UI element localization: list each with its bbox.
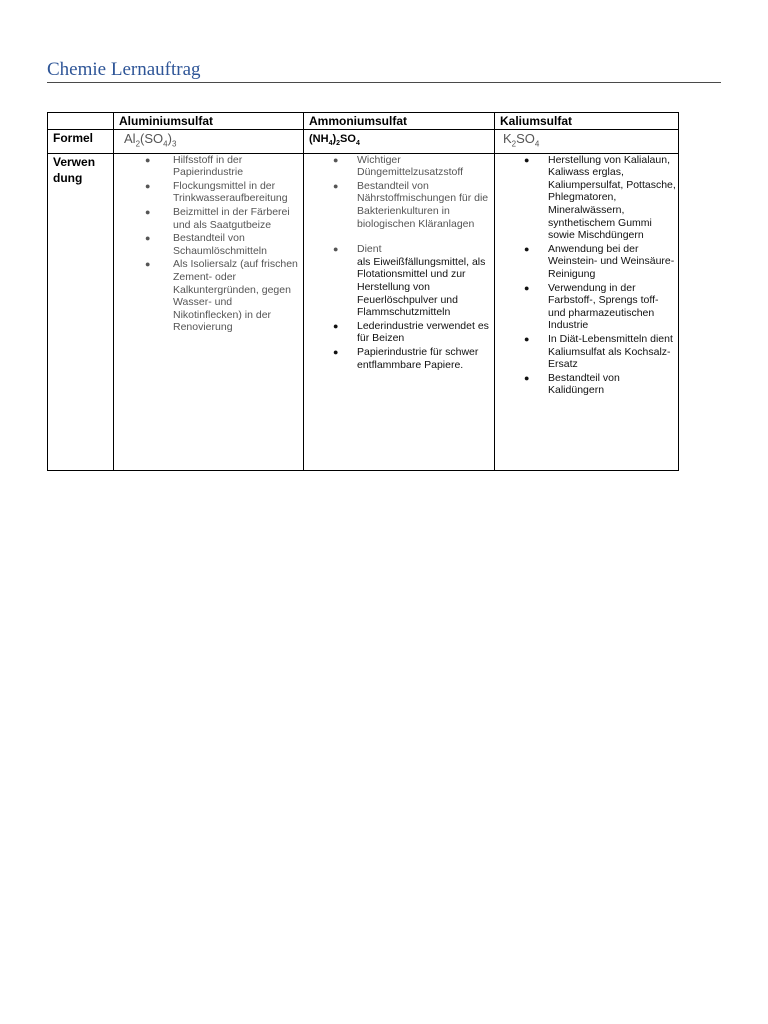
- list-item: [500, 282, 678, 332]
- list-item-text: Bestandteil von Schaumlöschmitteln: [173, 232, 267, 257]
- usage-list-kaliumsulfat: [500, 154, 678, 397]
- bullet-icon: ●: [524, 333, 530, 344]
- list-item-text: Papierindustrie für schwer entflammbare Papiere.: [357, 345, 479, 371]
- list-item-text: Verwendung in der Farbstoff-, Sprengs toff- und pharmazeutischen Industrie: [548, 281, 659, 332]
- formula-part: SO: [516, 131, 535, 146]
- formula-subscript: 2: [336, 140, 341, 148]
- formula-part: SO: [340, 133, 356, 145]
- list-item: [119, 206, 303, 231]
- formula-subscript: 4: [328, 140, 333, 148]
- formula-part: (SO: [140, 131, 164, 146]
- usage-list-ammoniumsulfat: [309, 154, 494, 372]
- list-item-text-continuation: als Eiweißfällungsmittel, als Flotationsmittel und zur Herstellung von Feuerlöschpulver und Flammschutzmitteln: [357, 255, 486, 319]
- bullet-icon: ●: [145, 180, 151, 191]
- formula-subscript: 4: [534, 139, 540, 149]
- list-item: [309, 346, 494, 371]
- bullet-icon: ●: [333, 180, 339, 191]
- formula-part: (NH: [309, 133, 329, 145]
- header-empty-cell: [48, 113, 114, 130]
- header-ammoniumsulfat: Ammoniumsulfat: [304, 113, 495, 130]
- list-item-text: Anwendung bei der Weinstein- und Weinsäure-Reinigung: [548, 242, 675, 280]
- list-item-text: In Diät-Lebensmitteln dient Kaliumsulfat als Kochsalz-Ersatz: [548, 332, 673, 371]
- usage-row: [48, 153, 679, 470]
- bullet-icon: ●: [524, 282, 530, 293]
- bullet-icon: ●: [524, 243, 530, 254]
- formula-subscript: 4: [355, 140, 360, 148]
- bullet-icon: ●: [145, 154, 151, 165]
- list-item-text: Wichtiger Düngemittelzusatzstoff: [357, 153, 464, 179]
- list-item-text: Bestandteil von Nährstoffmischungen für die Bakterienkulturen in biologischen Kläranlagen: [357, 179, 489, 230]
- bullet-icon: ●: [333, 346, 339, 357]
- list-item: [119, 180, 303, 205]
- header-aluminiumsulfat: Aluminiumsulfat: [114, 113, 304, 130]
- list-item: [309, 243, 494, 319]
- list-item: [309, 154, 494, 179]
- formula-row: [48, 130, 679, 154]
- formula-subscript: 2: [511, 139, 517, 149]
- formula-kaliumsulfat: [495, 130, 679, 154]
- usage-kaliumsulfat: [495, 153, 679, 470]
- list-item: [500, 333, 678, 371]
- formula-subscript: 4: [163, 139, 168, 149]
- list-item: [500, 372, 678, 397]
- bullet-icon: ●: [145, 233, 151, 244]
- formula-ammoniumsulfat: [304, 130, 495, 154]
- bullet-icon: ●: [333, 244, 339, 255]
- list-item-text: Als Isoliersalz (auf frischen Zement- oder Kalkuntergründen, gegen Wasser- und Nikotinflecken) in der Renovierung: [173, 258, 298, 334]
- formula-subscript: 2: [135, 139, 141, 149]
- formula-row-label: Formel: [48, 130, 114, 154]
- formula-part: K: [503, 131, 512, 146]
- list-item: [119, 258, 303, 334]
- bullet-icon: ●: [145, 206, 151, 217]
- list-item-text: Herstellung von Kalialaun, Kaliwass erglas, Kaliumpersulfat, Pottasche, Phlegmatoren, Mineralwässern, synthetischem Gummi sowie Mischdüngern: [548, 153, 676, 242]
- bullet-icon: ●: [524, 372, 530, 383]
- usage-label-line: Verwen: [53, 154, 96, 169]
- usage-row-label: [48, 153, 114, 470]
- list-item-text: Hilfsstoff in der Papierindustrie: [173, 153, 244, 179]
- header-kaliumsulfat: Kaliumsulfat: [495, 113, 679, 130]
- formula-aluminiumsulfat: [114, 130, 304, 154]
- formula-part: Al: [124, 131, 136, 146]
- document-title: Chemie Lernauftrag: [47, 59, 201, 80]
- sulfate-table: [47, 112, 679, 471]
- bullet-icon: ●: [145, 259, 151, 270]
- list-item: [309, 180, 494, 230]
- formula-subscript: 3: [171, 139, 177, 149]
- usage-ammoniumsulfat: [304, 153, 495, 470]
- list-item-text: Dient: [357, 243, 382, 256]
- list-item-text: Bestandteil von Kalidüngern: [548, 371, 620, 397]
- bullet-icon: ●: [333, 320, 339, 331]
- list-item-text: Lederindustrie verwendet es für Beizen: [357, 319, 489, 345]
- list-item: [500, 154, 678, 242]
- bullet-icon: ●: [333, 154, 339, 165]
- list-item: [500, 243, 678, 281]
- list-item: [119, 232, 303, 257]
- usage-list-aluminiumsulfat: [119, 154, 303, 334]
- bullet-icon: ●: [524, 154, 530, 165]
- formula-part: ): [332, 133, 337, 145]
- list-item-text: Beizmittel in der Färberei und als Saatgutbeize: [173, 205, 290, 231]
- table-header-row: [48, 113, 679, 130]
- list-item: [119, 154, 303, 179]
- title-underline: [47, 82, 721, 83]
- usage-aluminiumsulfat: [114, 153, 304, 470]
- formula-part: ): [167, 131, 172, 146]
- list-item: [309, 320, 494, 345]
- list-item-text: Flockungsmittel in der Trinkwasseraufbereitung: [173, 179, 288, 205]
- usage-label-line: dung: [53, 170, 83, 185]
